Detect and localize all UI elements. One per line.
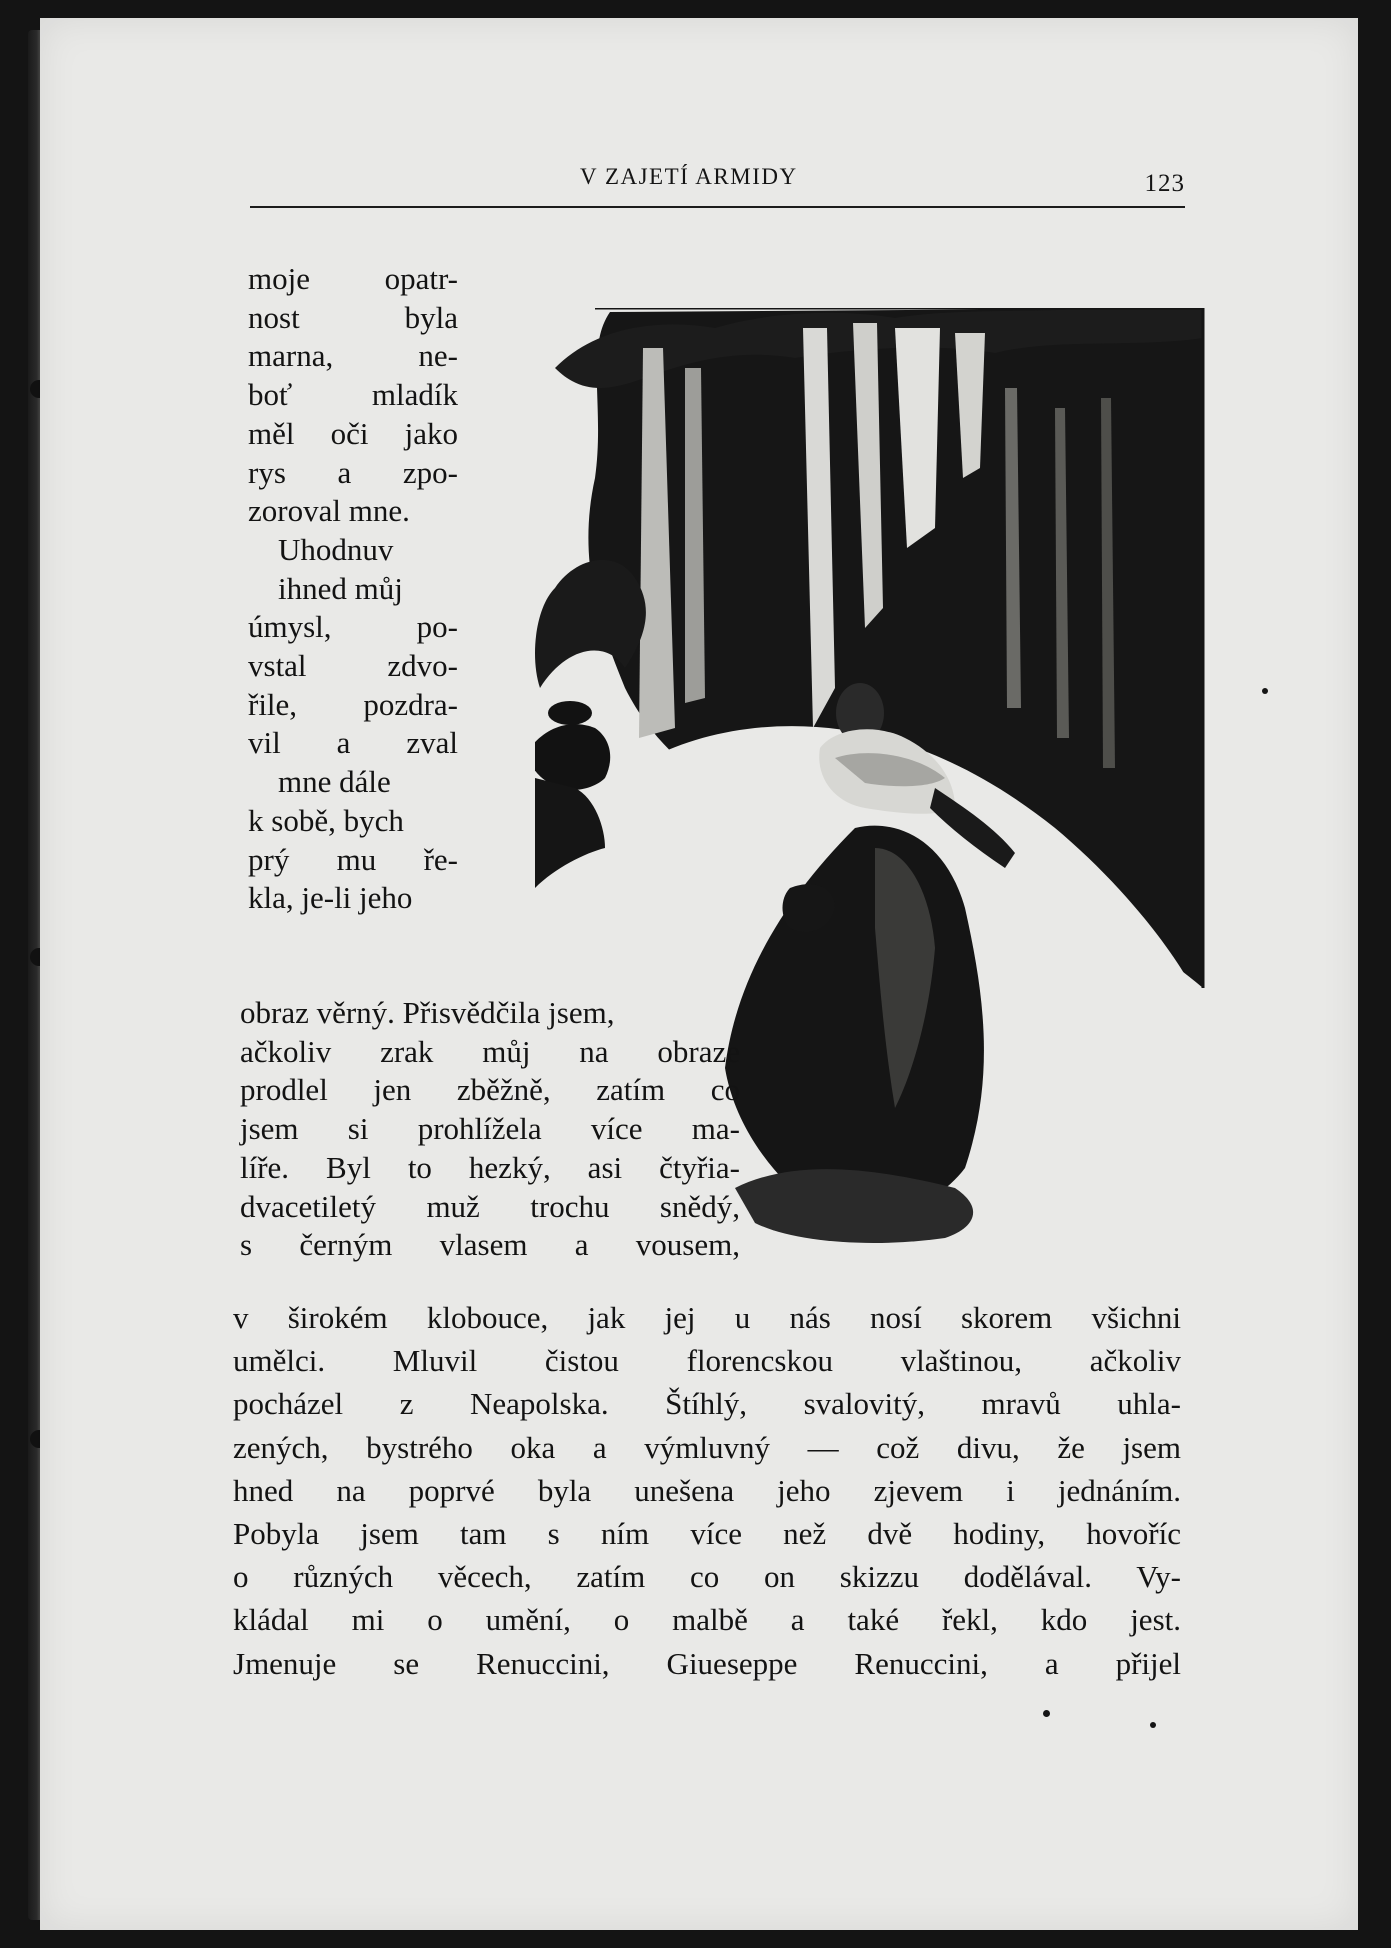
- text-line: prodlel jen zběžně, zatím co: [240, 1072, 740, 1108]
- text-line: umělci. Mluvil čistou florencskou vlaštinou, ačkoliv: [233, 1343, 1181, 1379]
- text-line: nost byla: [248, 299, 458, 335]
- text-line: Pobyla jsem tam s ním více než dvě hodiny, hovoříc: [233, 1516, 1181, 1552]
- text-line: ihned můj: [278, 570, 403, 606]
- text-line: boť mladík: [248, 377, 458, 413]
- text-line: k sobě, bych: [248, 802, 404, 838]
- text-line: řile, pozdra-: [248, 686, 458, 722]
- page-header: [250, 160, 1185, 208]
- text-line: jsem si prohlížela více ma-: [240, 1111, 740, 1147]
- text-line: obraz věrný. Přisvědčila jsem,: [240, 995, 615, 1030]
- text-column-narrow: [248, 260, 458, 918]
- text-line: měl oči jako: [248, 415, 458, 451]
- text-line: vstal zdvo-: [248, 648, 458, 684]
- text-line: prý mu ře-: [248, 841, 458, 877]
- text-line: marna, ne-: [248, 338, 458, 374]
- text-line: s černým vlasem a vousem,: [240, 1227, 740, 1263]
- text-column-full: [233, 1296, 1181, 1685]
- text-line: v širokém klobouce, jak jej u nás nosí skorem všichni: [233, 1300, 1181, 1335]
- text-line: zoroval mne.: [248, 493, 410, 529]
- text-line: líře. Byl to hezký, asi čtyřia-: [240, 1149, 740, 1185]
- text-line: ačkoliv zrak můj na obraze: [240, 1033, 740, 1069]
- text-line: mne dále: [278, 764, 391, 800]
- ink-speck: [1150, 1722, 1156, 1728]
- text-line: moje opatr-: [248, 261, 458, 296]
- text-column-medium: [240, 994, 740, 1265]
- text-line: zených, bystrého oka a výmluvný — což divu, že jsem: [233, 1429, 1181, 1465]
- text-line: úmysl, po-: [248, 609, 458, 645]
- running-head: V ZAJETÍ ARMIDY: [580, 164, 798, 189]
- page-number: 123: [1144, 170, 1185, 197]
- text-line: dvacetiletý muž trochu snědý,: [240, 1188, 740, 1224]
- header-rule: [250, 206, 1185, 208]
- text-line: kládal mi o umění, o malbě a také řekl, kdo jest.: [233, 1602, 1181, 1638]
- text-line: vil a zval: [248, 725, 458, 761]
- text-line: hned na poprvé byla unešena jeho zjevem i jednáním.: [233, 1472, 1181, 1508]
- text-line: rys a zpo-: [248, 454, 458, 490]
- ink-speck: [1262, 688, 1268, 694]
- text-line: pocházel z Neapolska. Štíhlý, svalovitý, mravů uhla-: [233, 1386, 1181, 1422]
- text-line: o různých věcech, zatím co on skizzu dodělával. Vy-: [233, 1559, 1181, 1595]
- text-line: Uhodnuv: [278, 531, 394, 567]
- ink-speck: [1043, 1710, 1050, 1717]
- text-line: Jmenuje se Renuccini, Giueseppe Renuccini, a přijel: [233, 1645, 1181, 1681]
- text-line: kla, je-li jeho: [248, 880, 413, 916]
